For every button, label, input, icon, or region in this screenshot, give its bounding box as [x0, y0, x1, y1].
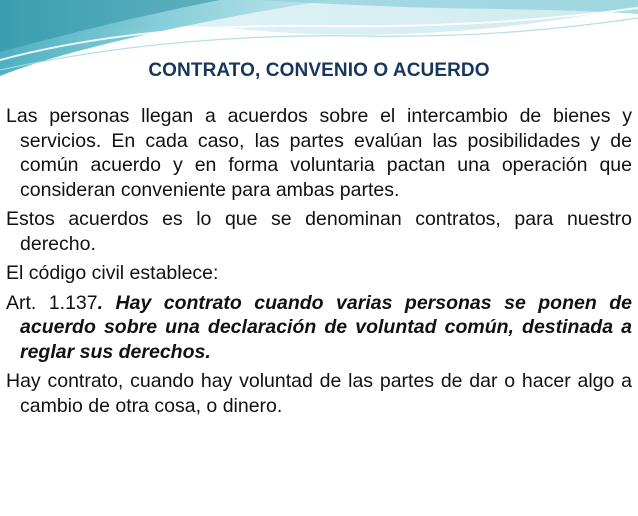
article-text: . Hay contrato cuando varias personas se ponen de acuerdo sobre una declaración de voluntad común, destinada a reglar sus derechos. — [20, 291, 632, 363]
paragraph-intro: Las personas llegan a acuerdos sobre el intercambio de bienes y servicios. En cada caso, las partes evalúan las posibilidades y de común acuerdo y en forma voluntaria pactan una operación que consideran conveniente para ambas partes. — [6, 105, 632, 201]
slide-body — [6, 104, 632, 423]
paragraph-contracts-definition: Estos acuerdos es lo que se denominan contratos, para nuestro derecho. — [6, 208, 632, 255]
paragraph-civil-code: El código civil establece: — [6, 262, 219, 284]
slide-title: CONTRATO, CONVENIO O ACUERDO — [148, 60, 490, 81]
paragraph-article-1137 — [6, 291, 632, 365]
paragraph-contract-summary: Hay contrato, cuando hay voluntad de las partes de dar o hacer algo a cambio de otra cosa, o dinero. — [6, 370, 632, 417]
article-number: Art. 1.137 — [6, 291, 98, 314]
